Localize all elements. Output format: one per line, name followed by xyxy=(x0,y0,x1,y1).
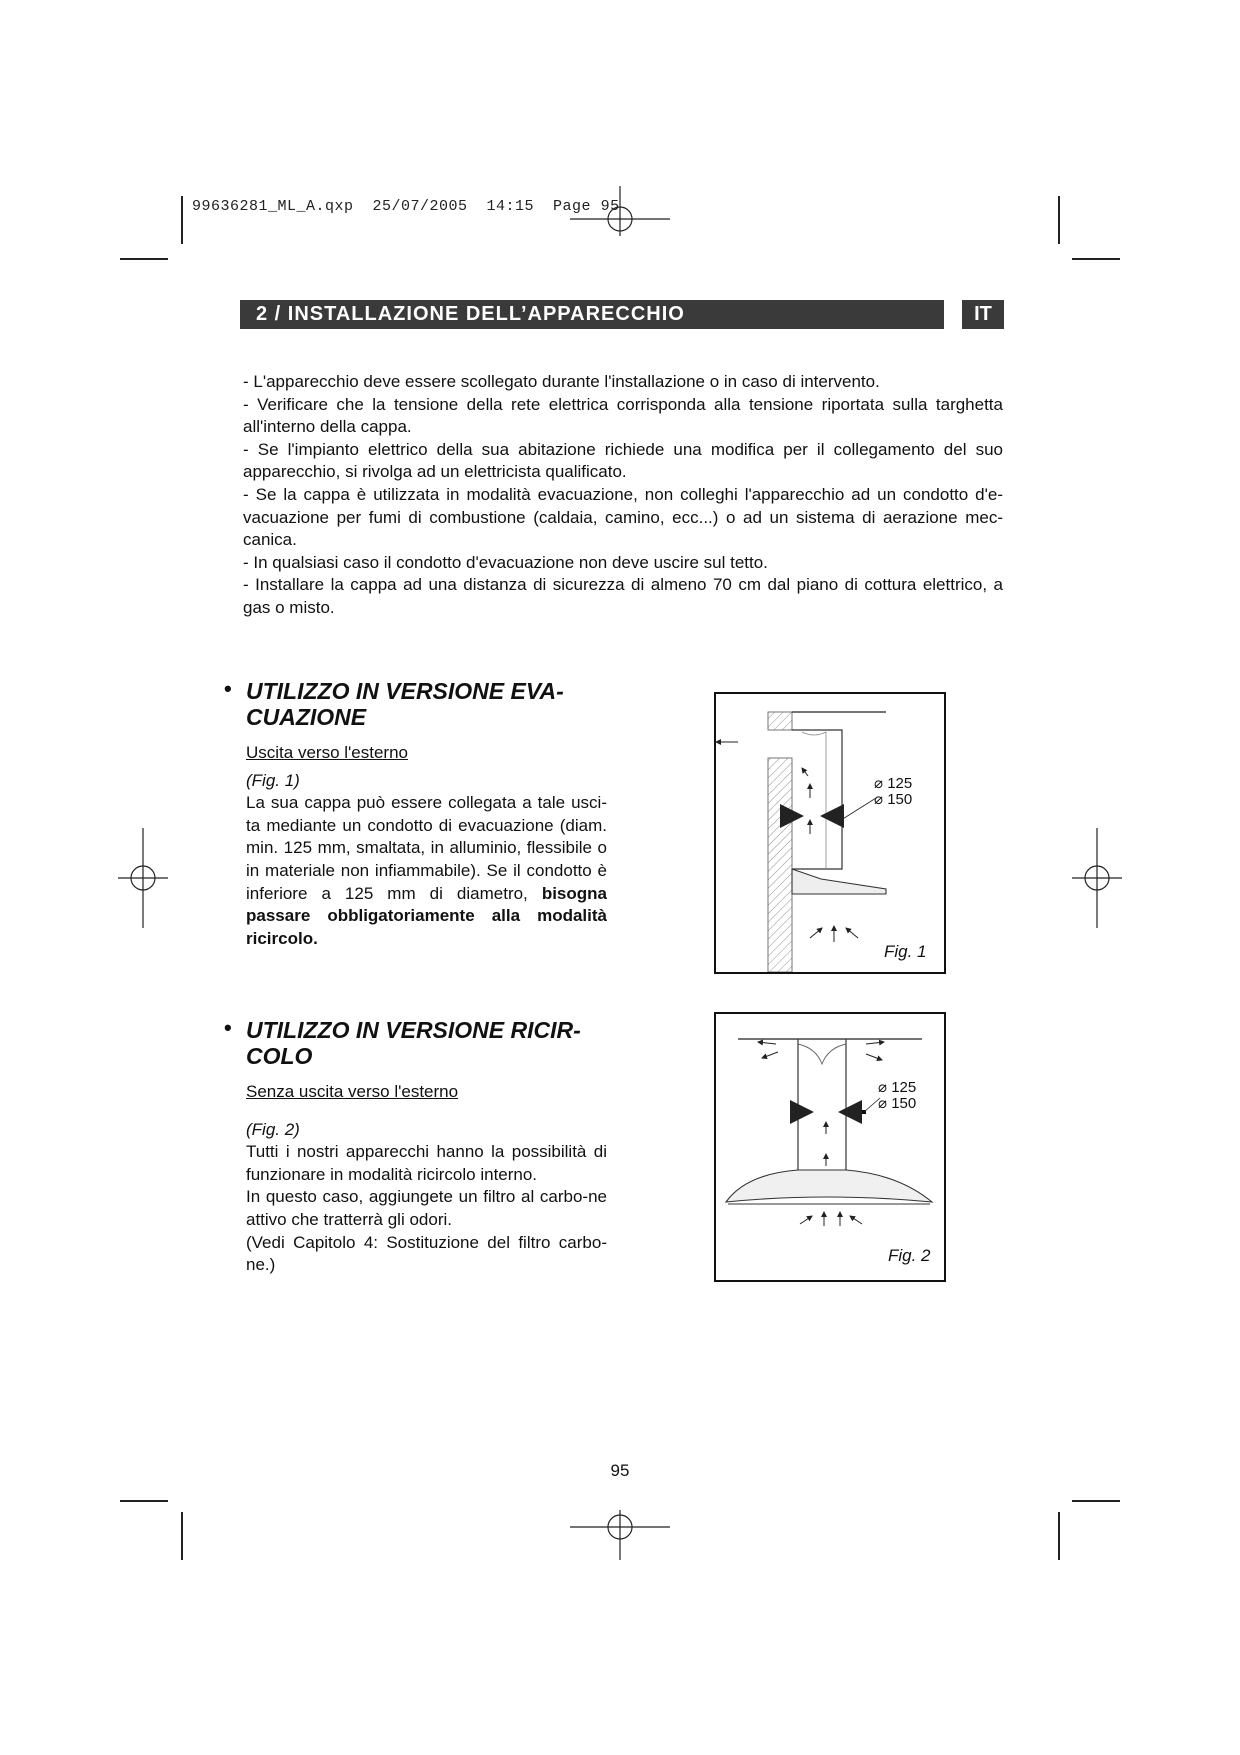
section-title-text: UTILIZZO IN VERSIONE RICIR-COLO xyxy=(246,1017,581,1069)
section-subtitle: Uscita verso l'esterno xyxy=(246,743,408,762)
crop-mark xyxy=(1072,1500,1120,1502)
bullet-icon: • xyxy=(224,1015,232,1040)
section-evacuation xyxy=(222,678,607,950)
figure-reference: (Fig. 1) xyxy=(246,770,300,790)
intro-item: - In qualsiasi caso il condotto d'evacuazione non deve uscire sul tetto. xyxy=(243,552,768,572)
intro-item: - Se l'impianto elettrico della sua abitazione richiede una modifica per il collegamento del suo apparecchio, si rivolga ad un elettricista qualificato. xyxy=(243,439,1003,482)
hood-evacuation-diagram xyxy=(716,694,944,972)
section-paragraph: (Vedi Capitolo 4: Sostituzione del filtro carbo-ne.) xyxy=(246,1232,607,1275)
crop-mark xyxy=(1058,1512,1060,1560)
registration-mark-icon xyxy=(1072,828,1122,928)
section-header: 2 / INSTALLAZIONE DELL’APPARECCHIO xyxy=(240,300,944,329)
section-recirculation xyxy=(222,1017,607,1277)
figure-caption: Fig. 1 xyxy=(884,942,927,961)
page-number: 95 xyxy=(610,1461,630,1480)
bullet-icon: • xyxy=(224,676,232,701)
intro-text xyxy=(243,371,1003,620)
diameter-label: ⌀ 150 xyxy=(874,791,913,808)
diameter-label: ⌀ 125 xyxy=(878,1079,917,1096)
figure-1 xyxy=(714,692,946,974)
crop-mark xyxy=(1072,258,1120,260)
figure-caption: Fig. 2 xyxy=(888,1246,931,1265)
bold-warning: bisogna passare obbligatoriamente alla modalità ricircolo. xyxy=(246,883,607,948)
section-title xyxy=(222,678,607,730)
intro-item: - L'apparecchio deve essere scollegato durante l'installazione o in caso di intervento. xyxy=(243,372,880,391)
figure-2 xyxy=(714,1012,946,1282)
figure-reference: (Fig. 2) xyxy=(246,1119,300,1139)
section-paragraph: La sua cappa può essere collegata a tale usci-ta mediante un condotto di evacuazione (diam. min. 125 mm, smaltata, in alluminio, flessibile o in materiale non infiammabile). Se il condotto è inferiore a 125 mm di diametro, bisogna passare obbligatoriamente alla modalità ricircolo. xyxy=(246,793,607,948)
intro-item: - Installare la cappa ad una distanza di sicurezza di almeno 70 cm dal piano di cottura elettrico, a gas o misto. xyxy=(243,575,1003,617)
section-title-text: UTILIZZO IN VERSIONE EVA-CUAZIONE xyxy=(246,678,564,730)
section-body xyxy=(222,742,607,950)
registration-mark-icon xyxy=(570,1510,670,1560)
crop-mark xyxy=(1058,196,1060,244)
section-subtitle: Senza uscita verso l'esterno xyxy=(246,1082,459,1101)
hood-recirculation-diagram xyxy=(716,1014,944,1280)
registration-mark-icon xyxy=(118,828,168,928)
crop-mark xyxy=(120,1500,168,1502)
registration-mark-icon xyxy=(570,186,670,236)
section-body xyxy=(222,1081,607,1277)
section-title xyxy=(222,1017,607,1069)
diameter-label: ⌀ 125 xyxy=(874,775,913,792)
crop-mark xyxy=(181,1512,183,1560)
crop-mark xyxy=(120,258,168,260)
printer-slug: 99636281_ML_A.qxp 25/07/2005 14:15 Page 95 xyxy=(192,198,620,215)
crop-mark xyxy=(181,196,183,244)
diameter-label: ⌀ 150 xyxy=(878,1095,917,1112)
section-paragraph: In questo caso, aggiungete un filtro al carbo-ne attivo che tratterrà gli odori. xyxy=(246,1187,607,1229)
language-badge: IT xyxy=(962,300,1004,329)
section-paragraph: Tutti i nostri apparecchi hanno la possibilità di funzionare in modalità ricircolo interno. xyxy=(246,1142,607,1184)
intro-item: - Se la cappa è utilizzata in modalità evacuazione, non colleghi l'apparecchio ad un condotto d'e-vacuazione per fumi di combustione (caldaia, camino, ecc...) o ad un sistema di aerazione mec-canica. xyxy=(243,484,1003,550)
intro-item: - Verificare che la tensione della rete elettrica corrisponda alla tensione riportata sulla targhetta all'interno della cappa. xyxy=(243,394,1003,437)
